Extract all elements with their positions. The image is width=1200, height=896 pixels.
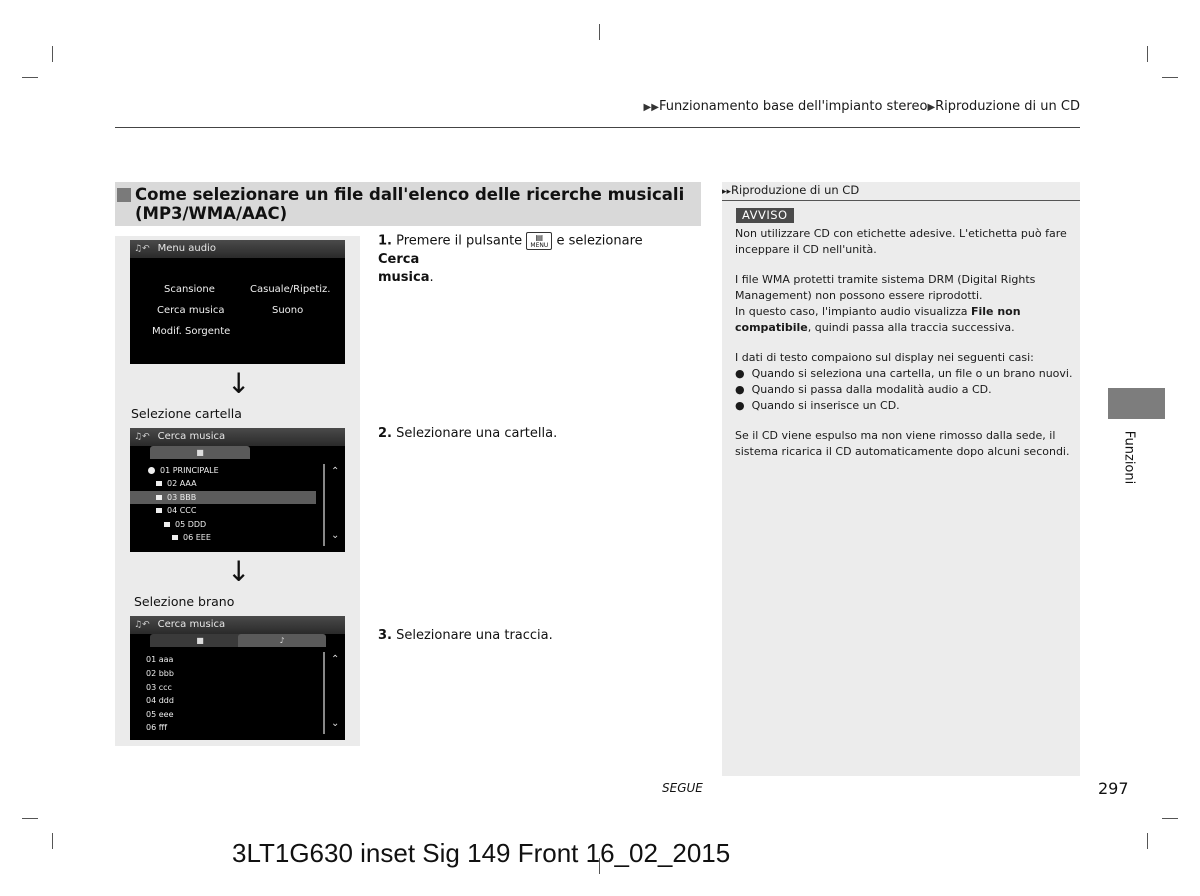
chapter-tab <box>1108 388 1165 419</box>
note-p2-b: In questo caso, l'impianto audio visualizza <box>735 305 968 318</box>
menu-item-scansione[interactable]: Scansione <box>164 284 215 295</box>
section-title <box>135 185 684 223</box>
chevron-down-icon[interactable]: ⌄ <box>331 530 340 541</box>
screen-title-bar <box>130 428 345 446</box>
screen-title-bar <box>130 616 345 634</box>
list-item[interactable] <box>130 667 336 680</box>
screen-cerca-musica-tracce <box>130 616 345 740</box>
sidebar-rule <box>722 200 1080 201</box>
note-marker-icon: ▸▸ <box>722 187 732 197</box>
breadcrumb-part1: Funzionamento base dell'impianto stereo <box>658 99 928 114</box>
folder-icon <box>156 481 162 486</box>
crop-mark <box>1162 818 1178 819</box>
section-title-line1: Come selezionare un file dall'elenco delle ricerche musicali <box>135 185 685 204</box>
list-item-label: 06 fff <box>146 723 168 732</box>
arrow-down-icon: ↓ <box>227 367 251 400</box>
menu-button-icon: ▤ MENU <box>526 232 552 250</box>
list-item[interactable] <box>130 653 336 666</box>
note-p3: I dati di testo compaiono sul display nei seguenti casi: <box>735 351 1034 364</box>
menu-item-suono[interactable]: Suono <box>272 305 304 316</box>
list-item-label: 02 bbb <box>146 669 174 678</box>
list-item[interactable] <box>130 477 345 490</box>
arrow-icon: ▶ <box>927 102 936 113</box>
double-arrow-icon: ▶▶ <box>643 102 659 113</box>
bullet-text: Quando si inserisce un CD. <box>751 399 900 412</box>
tab-folder[interactable]: ■ <box>150 634 250 647</box>
list-item-selected[interactable] <box>130 491 316 504</box>
scrollbar[interactable] <box>323 652 325 734</box>
step-1-number: 1. <box>378 233 392 249</box>
screen-tabs <box>130 634 345 648</box>
sidebar-heading <box>722 182 1080 200</box>
menu-item-modif-sorgente[interactable]: Modif. Sorgente <box>152 326 231 337</box>
bullet-text: Quando si passa dalla modalità audio a CD. <box>751 383 992 396</box>
crop-mark <box>599 24 600 40</box>
note-paragraph-1: Non utilizzare CD con etichette adesive. L'etichetta può fare inceppare il CD nell'unità. <box>735 227 1067 256</box>
step-1-bold-b: musica <box>378 269 430 285</box>
note-p2-a: I file WMA protetti tramite sistema DRM (Digital Rights Management) non possono essere riprodotti. <box>735 273 1036 302</box>
list-item[interactable] <box>130 518 345 531</box>
section-header <box>115 182 701 226</box>
notes-sidebar <box>722 182 1080 776</box>
disc-icon <box>148 467 155 474</box>
music-source-icon: ♫↶ <box>134 244 150 254</box>
bullet-item: ● Quando si inserisce un CD. <box>735 399 900 412</box>
section-title-line2: (MP3/WMA/AAC) <box>135 204 288 223</box>
caption-selezione-brano: Selezione brano <box>134 594 235 609</box>
step-3-number: 3. <box>378 628 392 643</box>
bullet-item: ● Quando si seleziona una cartella, un file o un brano nuovi. <box>735 367 1073 380</box>
crop-mark <box>1162 77 1178 78</box>
breadcrumb-part2: Riproduzione di un CD <box>935 99 1080 114</box>
step-1-text-b: e selezionare <box>556 233 643 249</box>
scrollbar[interactable] <box>323 464 325 546</box>
music-source-icon: ♫↶ <box>134 620 150 630</box>
chapter-tab-label: Funzioni <box>1121 430 1137 485</box>
screens-panel <box>115 236 360 746</box>
page-number: 297 <box>1098 779 1129 798</box>
list-item-label: 05 eee <box>146 710 174 719</box>
crop-mark <box>1147 833 1148 849</box>
print-code: 3LT1G630 inset Sig 149 Front 16_02_2015 <box>232 838 731 868</box>
list-item[interactable] <box>130 681 336 694</box>
list-item[interactable] <box>130 721 336 734</box>
crop-mark <box>52 46 53 62</box>
screen-title: Menu audio <box>157 243 216 254</box>
step-3-text: Selezionare una traccia. <box>396 628 553 643</box>
music-source-icon: ♫↶ <box>134 432 150 442</box>
list-item-label: 05 DDD <box>175 520 207 529</box>
tab-folder[interactable]: ■ <box>150 446 250 459</box>
step-2-text: Selezionare una cartella. <box>396 426 558 441</box>
note-paragraph-4: Se il CD viene espulso ma non viene rimosso dalla sede, il sistema ricarica il CD automaticamente dopo alcuni secondi. <box>735 429 1070 458</box>
step-3 <box>378 627 553 645</box>
list-item[interactable] <box>130 531 345 544</box>
list-item-label: 06 EEE <box>183 533 211 542</box>
list-item-label: 03 ccc <box>146 683 172 692</box>
folder-icon <box>156 508 162 513</box>
note-paragraph-2 <box>735 272 1073 336</box>
folder-icon <box>156 495 162 500</box>
list-item[interactable] <box>130 708 336 721</box>
list-item-label: 02 AAA <box>167 479 197 488</box>
warning-label: AVVISO <box>736 208 794 223</box>
list-item[interactable] <box>130 464 338 477</box>
screen-cerca-musica-cartelle <box>130 428 345 552</box>
menu-item-cerca-musica[interactable]: Cerca musica <box>157 305 225 316</box>
menu-item-casuale[interactable]: Casuale/Ripetiz. <box>250 284 331 295</box>
list-item-label: 04 CCC <box>167 506 197 515</box>
section-marker-icon <box>117 188 131 202</box>
screen-title-bar <box>130 240 345 258</box>
chevron-up-icon[interactable]: ⌃ <box>331 466 340 477</box>
step-1-text-a: Premere il pulsante <box>396 233 523 249</box>
crop-mark <box>22 77 38 78</box>
list-item-label: 04 ddd <box>146 696 174 705</box>
step-2 <box>378 425 557 443</box>
list-item[interactable] <box>130 694 336 707</box>
step-2-number: 2. <box>378 426 392 441</box>
step-1-bold-a: Cerca <box>378 251 420 267</box>
caption-selezione-cartella: Selezione cartella <box>131 406 242 421</box>
screen-tabs <box>130 446 345 460</box>
screen-menu-audio <box>130 240 345 364</box>
list-item-label: 01 aaa <box>146 655 174 664</box>
tab-track[interactable]: ♪ <box>238 634 326 647</box>
list-item-label: 01 PRINCIPALE <box>160 466 219 475</box>
bullet-text: Quando si seleziona una cartella, un file o un brano nuovi. <box>751 367 1073 380</box>
list-item-label: 03 BBB <box>167 493 197 502</box>
screen-title: Cerca musica <box>157 431 226 442</box>
crop-mark <box>52 833 53 849</box>
header-rule <box>115 127 1080 128</box>
step-1-end: . <box>429 269 434 285</box>
menu-button-label: MENU <box>530 242 549 249</box>
crop-mark <box>1147 46 1148 62</box>
chevron-down-icon[interactable]: ⌄ <box>331 718 340 729</box>
continued-label: SEGUE <box>662 781 703 795</box>
breadcrumb <box>600 99 1080 114</box>
note-p2-c: , quindi passa alla traccia successiva. <box>807 321 1015 334</box>
folder-icon <box>172 535 178 540</box>
list-item[interactable] <box>130 504 345 517</box>
step-1 <box>378 232 688 287</box>
crop-mark <box>22 818 38 819</box>
screen-title: Cerca musica <box>157 619 226 630</box>
note-p2-bold: File non compatibile <box>735 305 1021 334</box>
folder-icon <box>164 522 170 527</box>
note-paragraph-3 <box>735 350 1073 414</box>
sidebar-heading-text: Riproduzione di un CD <box>731 183 860 197</box>
chevron-up-icon[interactable]: ⌃ <box>331 654 340 665</box>
bullet-item: ● Quando si passa dalla modalità audio a CD. <box>735 383 992 396</box>
arrow-down-icon: ↓ <box>227 555 251 588</box>
